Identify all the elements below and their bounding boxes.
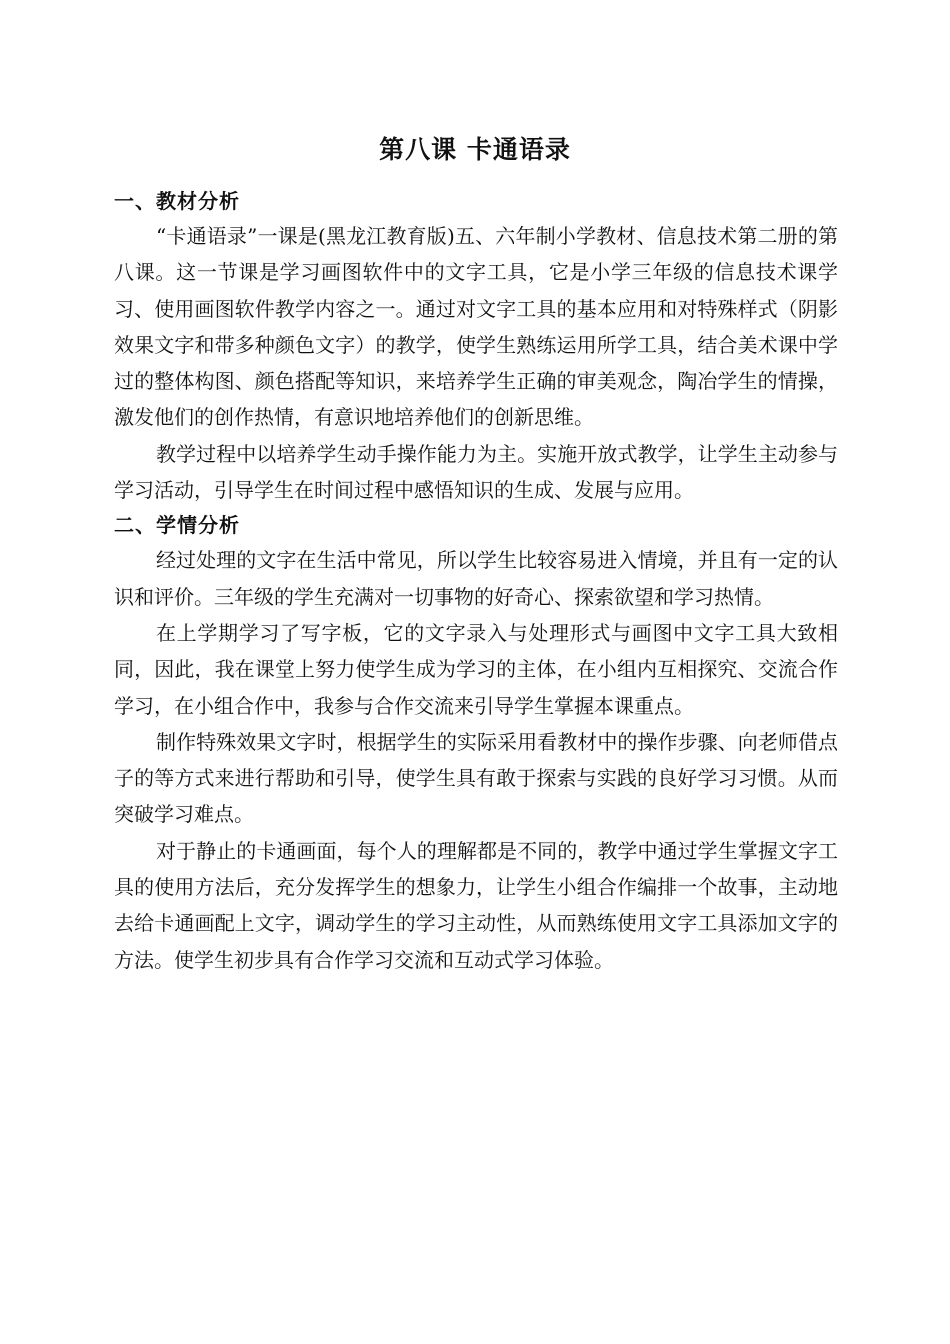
paragraph: 经过处理的文字在生活中常见，所以学生比较容易进入情境，并且有一定的认识和评价。三年级的学生充满对一切事物的好奇心、探索欲望和学习热情。 bbox=[114, 548, 838, 609]
paragraph: 教学过程中以培养学生动手操作能力为主。实施开放式教学，让学生主动参与学习活动，引导学生在时间过程中感悟知识的生成、发展与应用。 bbox=[114, 441, 838, 503]
section-heading: 一、教材分析 bbox=[114, 189, 240, 213]
section-learner-analysis bbox=[114, 508, 838, 978]
document-title: 第八课 卡通语录 bbox=[379, 135, 571, 164]
paragraph: 在上学期学习了写字板，它的文字录入与处理形式与画图中文字工具大致相同，因此，我在课堂上努力使学生成为学习的主体，在小组内互相探究、交流合作学习，在小组合作中，我参与合作交流来引导学生掌握本课重点。 bbox=[114, 620, 838, 718]
section-textbook-analysis bbox=[114, 184, 838, 508]
paragraph: 制作特殊效果文字时，根据学生的实际采用看教材中的操作步骤、向老师借点子的等方式来进行帮助和引导，使学生具有敢于探索与实践的良好学习习惯。从而突破学习难点。 bbox=[114, 729, 838, 827]
section-heading: 二、学情分析 bbox=[114, 513, 240, 538]
document-body bbox=[114, 184, 838, 978]
paragraph: 对于静止的卡通画面，每个人的理解都是不同的，教学中通过学生掌握文字工具的使用方法后，充分发挥学生的想象力，让学生小组合作编排一个故事，主动地去给卡通画配上文字，调动学生的学习主动性，从而熟练使用文字工具添加文字的方法。使学生初步具有合作学习交流和互动式学习体验。 bbox=[114, 838, 838, 972]
paragraph: “卡通语录”一课是(黑龙江教育版)五、六年制小学教材、信息技术第二册的第八课。这一节课是学习画图软件中的文字工具，它是小学三年级的信息技术课学习、使用画图软件教学内容之一。通过对文字工具的基本应用和对特殊样式（阴影效果文字和带多种颜色文字）的教学，使学生熟练运用所学工具，结合美术课中学过的整体构图、颜色搭配等知识，来培养学生正确的审美观念，陶冶学生的情操，激发他们的创作热情，有意识地培养他们的创新思维。 bbox=[114, 224, 838, 430]
